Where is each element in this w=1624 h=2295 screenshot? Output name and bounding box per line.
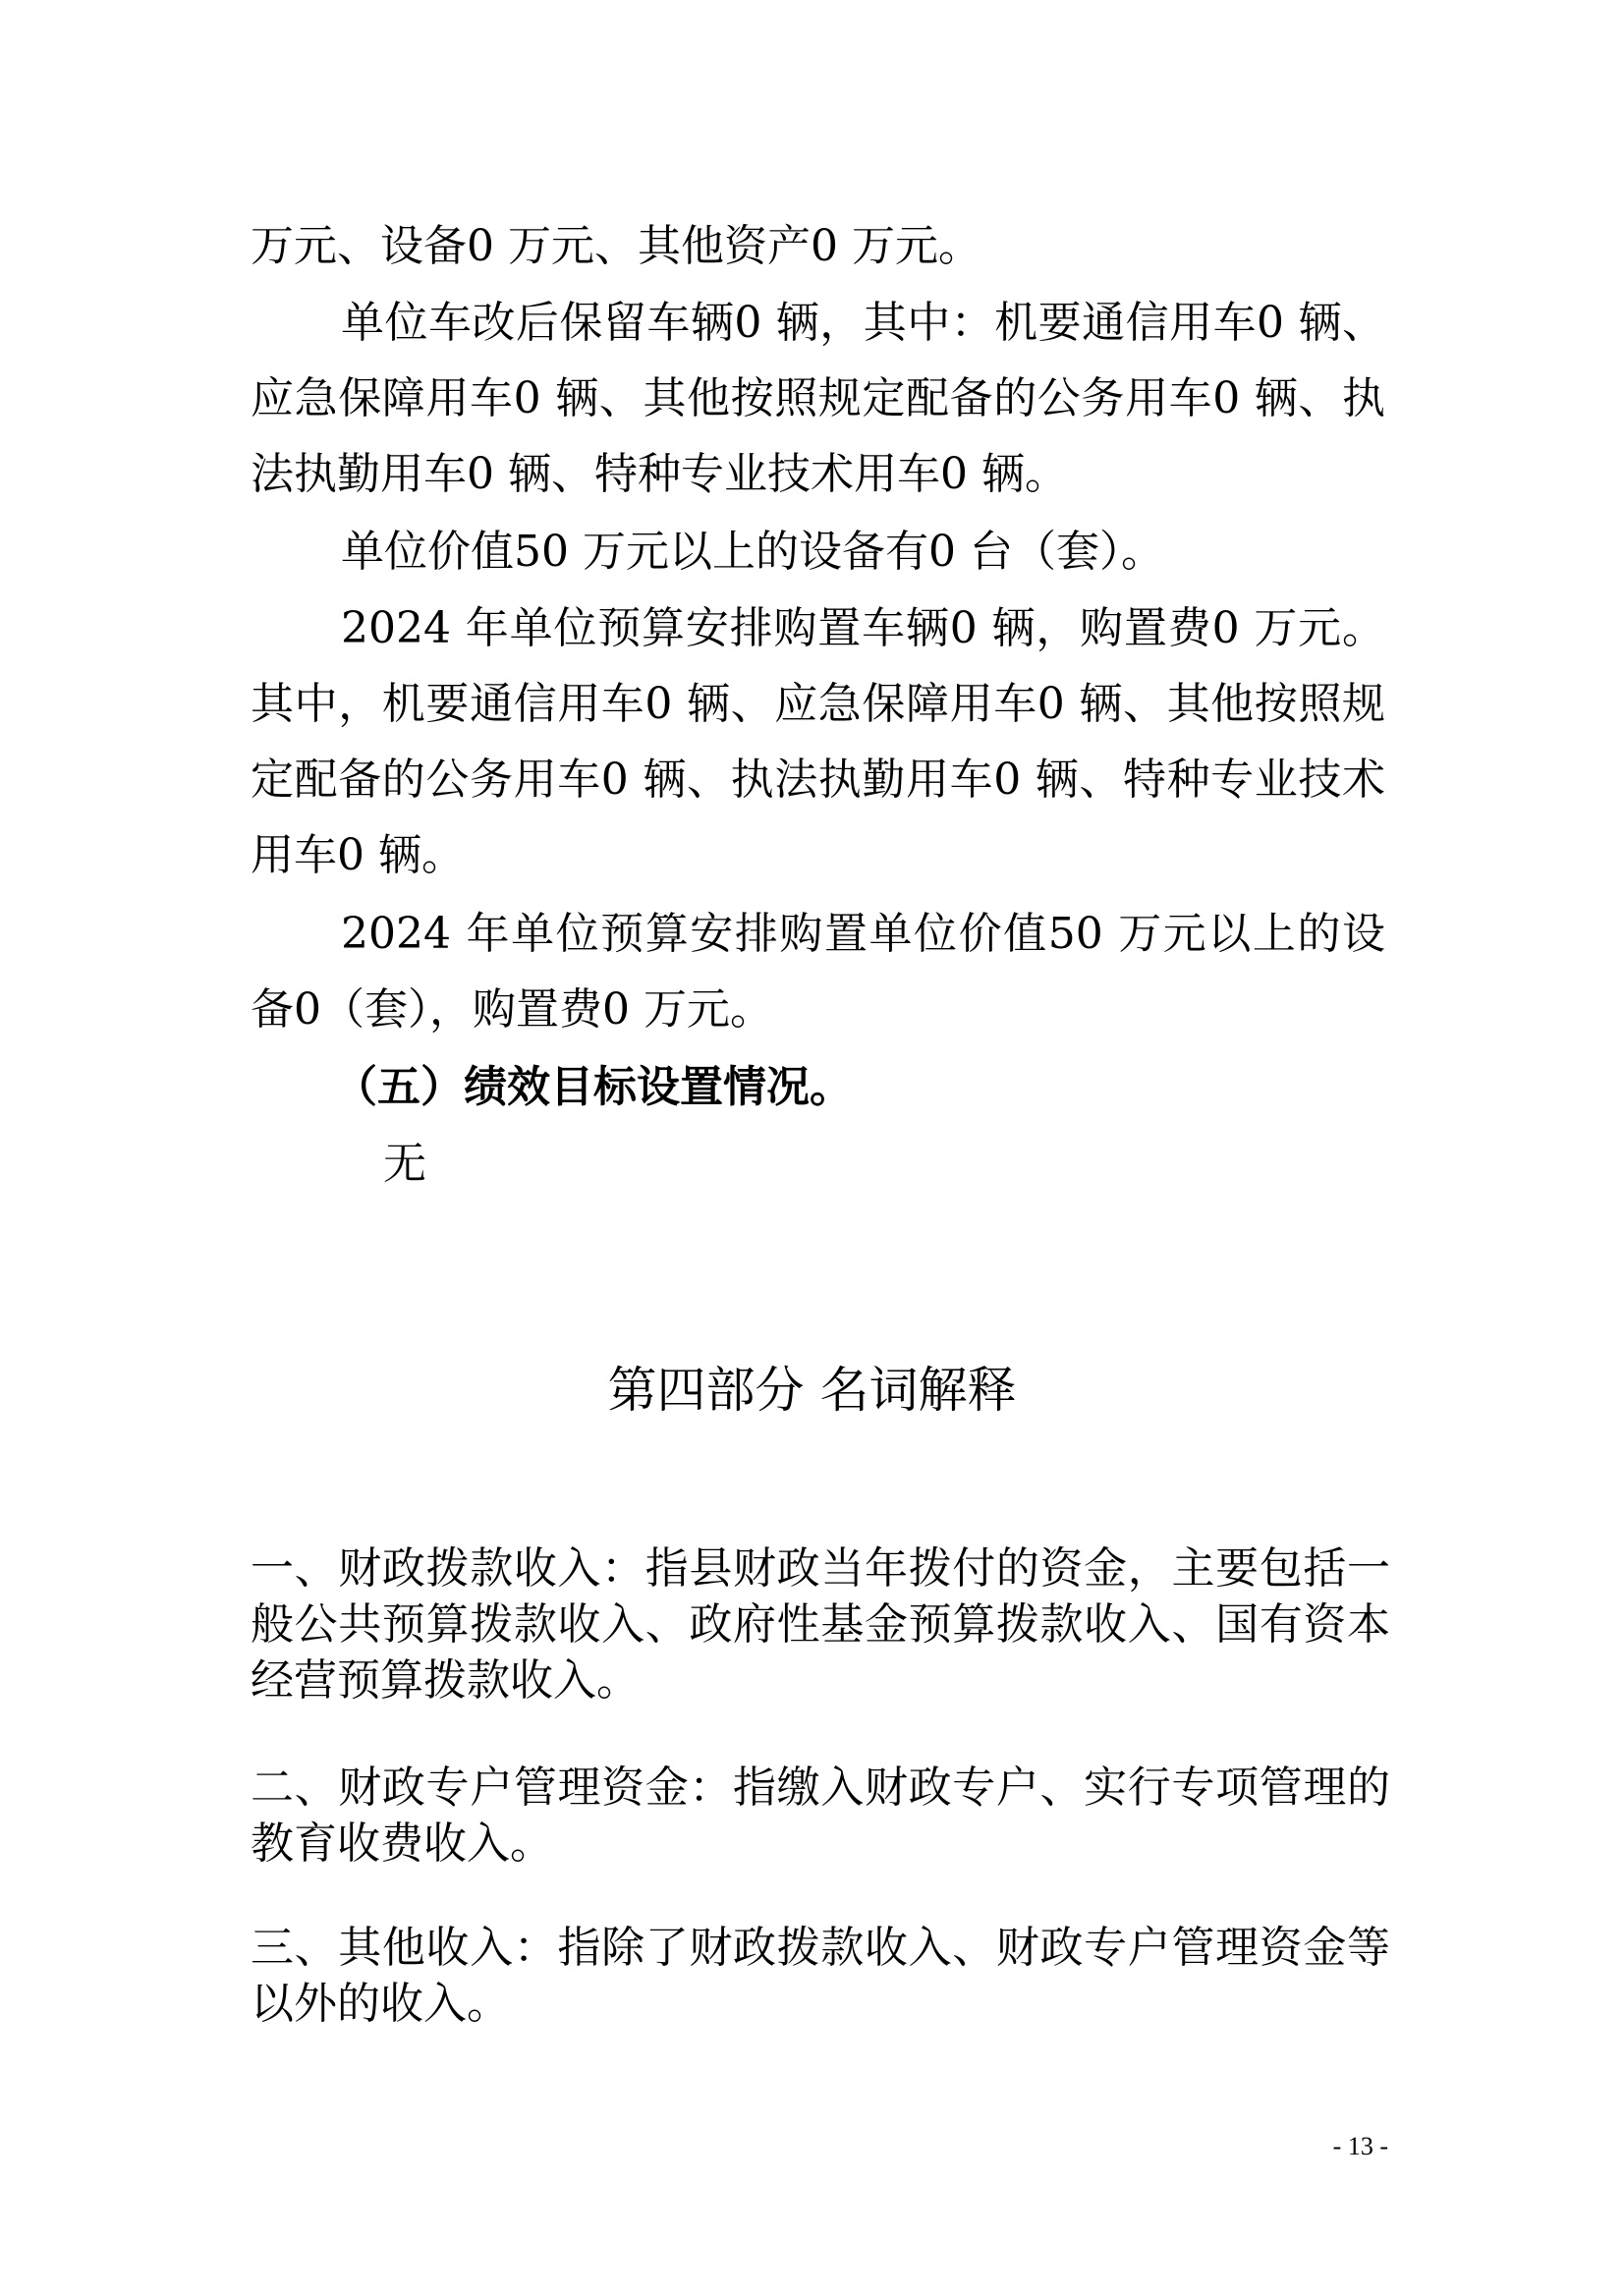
paragraph-retained-vehicles: 单位车改后保留车辆0 辆，其中：机要通信用车0 辆、应急保障用车0 辆、其他按照规定配备的公务用车0 辆、执法执勤用车0 辆、特种专业技术用车0 辆。 [251, 298, 1385, 499]
section-heading-performance-goals: （五）绩效目标设置情况。 [334, 1062, 853, 1112]
paragraph-2024-vehicle-purchase: 2024 年单位预算安排购置车辆0 辆，购置费0 万元。其中，机要通信用车0 辆、应急保障用车0 辆、其他按照规定配备的公务用车0 辆、执法执勤用车0 辆、特种专业技术用车0 辆。 [251, 603, 1385, 880]
definition-other-income: 三、其他收入：指除了财政拨款收入、财政专户管理资金等以外的收入。 [251, 1923, 1390, 2029]
paragraph-equipment-over-50w: 单位价值50 万元以上的设备有0 台（套）。 [341, 527, 1164, 577]
section-content-none: 无 [383, 1139, 426, 1189]
paragraph-2024-equipment-purchase: 2024 年单位预算安排购置单位价值50 万元以上的设备0（套），购置费0 万元。 [251, 909, 1385, 1035]
definition-special-account-funds: 二、财政专户管理资金：指缴入财政专户、实行专项管理的教育收费收入。 [251, 1763, 1390, 1869]
page-number: - 13 - [1332, 2132, 1388, 2160]
paragraph-asset-values: 万元、设备0 万元、其他资产0 万元。 [251, 221, 981, 271]
definition-fiscal-appropriation: 一、财政拨款收入：指县财政当年拨付的资金，主要包括一般公共预算拨款收入、政府性基金预算拨款收入、国有资本经营预算拨款收入。 [251, 1543, 1390, 1706]
part4-title: 第四部分 名词解释 [607, 1362, 1017, 1419]
